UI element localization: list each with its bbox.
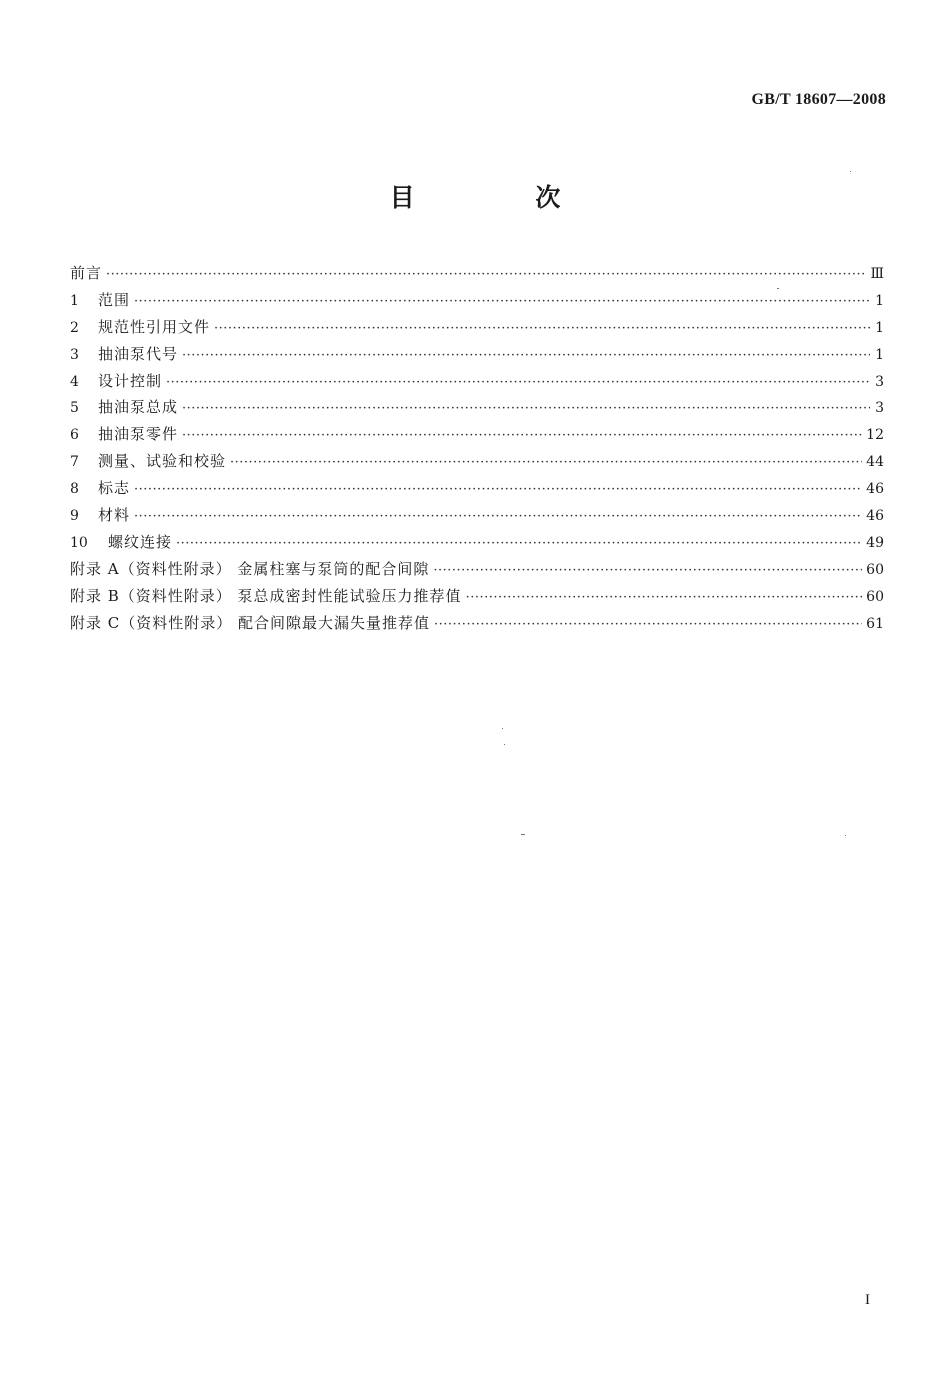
toc-entry-number: 5 [70, 400, 79, 417]
toc-entry-8[interactable] [70, 477, 884, 504]
toc-leader [134, 294, 870, 309]
toc-entry-number: 9 [70, 508, 79, 525]
page-title: 目 次 [389, 183, 617, 212]
toc-entry-7[interactable] [70, 450, 884, 477]
toc-leader [106, 267, 866, 282]
toc-entry-number: 7 [70, 454, 79, 471]
scan-speck [521, 834, 525, 835]
scan-speck [502, 728, 503, 729]
toc-entry-preface[interactable] [70, 262, 884, 289]
toc-entry-9[interactable] [70, 504, 884, 531]
toc-entry-text: 附录 B（资料性附录） 泵总成密封性能试验压力推荐值 [70, 586, 462, 605]
table-of-contents [70, 262, 884, 638]
scan-speck [504, 744, 505, 745]
scan-speck [845, 835, 846, 836]
toc-entry-page: 1 [875, 346, 884, 363]
scan-speck [777, 288, 779, 289]
toc-entry-text: 材料 [98, 506, 131, 525]
toc-entry-text: 抽油泵零件 [98, 425, 179, 444]
toc-entry-text: 前言 [70, 264, 103, 282]
toc-entry-number: 1 [70, 292, 79, 309]
toc-entry-text: 范围 [98, 290, 131, 309]
toc-entry-5[interactable] [70, 396, 884, 423]
toc-entry-page: 60 [866, 588, 884, 605]
toc-leader [182, 401, 870, 416]
toc-entry-page: Ⅲ [870, 266, 884, 282]
toc-entry-page: 46 [866, 508, 884, 525]
toc-entry-number: 10 [70, 534, 88, 551]
toc-leader [134, 482, 862, 497]
toc-entry-page: 3 [875, 400, 884, 417]
toc-entry-page: 61 [866, 615, 884, 632]
toc-leader [182, 428, 862, 443]
page-number: I [865, 1292, 870, 1308]
toc-entry-number: 3 [70, 346, 79, 363]
toc-entry-2[interactable] [70, 316, 884, 343]
toc-entry-number: 4 [70, 373, 79, 390]
toc-entry-number: 8 [70, 481, 79, 498]
toc-entry-number: 6 [70, 427, 79, 444]
toc-entry-page: 1 [875, 319, 884, 336]
toc-entry-annex-b[interactable] [70, 585, 884, 612]
toc-entry-3[interactable] [70, 343, 884, 370]
toc-entry-text: 抽油泵代号 [98, 344, 179, 363]
toc-entry-6[interactable] [70, 423, 884, 450]
toc-entry-10[interactable] [70, 531, 884, 558]
toc-leader [182, 348, 870, 363]
toc-entry-4[interactable] [70, 370, 884, 397]
toc-leader [433, 563, 862, 578]
toc-entry-text: 抽油泵总成 [98, 398, 179, 417]
toc-entry-number: 2 [70, 319, 79, 336]
toc-entry-page: 12 [866, 427, 884, 444]
toc-leader [230, 455, 862, 470]
toc-leader [176, 536, 862, 551]
toc-entry-page: 46 [866, 481, 884, 498]
toc-entry-page: 60 [866, 561, 884, 578]
toc-leader [214, 321, 870, 336]
toc-leader [134, 509, 862, 524]
toc-entry-text: 标志 [98, 479, 131, 498]
toc-entry-page: 44 [866, 454, 884, 471]
toc-entry-page: 3 [875, 373, 884, 390]
toc-entry-text: 测量、试验和校验 [98, 452, 227, 471]
standard-code: GB/T 18607—2008 [751, 91, 886, 108]
toc-leader [434, 617, 862, 632]
toc-entry-text: 设计控制 [98, 371, 163, 390]
toc-entry-text: 附录 C（资料性附录） 配合间隙最大漏失量推荐值 [70, 613, 431, 632]
toc-entry-text: 螺纹连接 [108, 532, 173, 551]
toc-entry-page: 49 [866, 534, 884, 551]
toc-entry-1[interactable] [70, 289, 884, 316]
toc-entry-annex-c[interactable] [70, 612, 884, 639]
toc-leader [166, 375, 870, 390]
toc-entry-text: 规范性引用文件 [98, 317, 211, 336]
toc-leader [466, 590, 863, 605]
toc-entry-annex-a[interactable] [70, 558, 884, 585]
toc-entry-page: 1 [875, 292, 884, 309]
toc-entry-text: 附录 A（资料性附录） 金属柱塞与泵筒的配合间隙 [70, 559, 430, 578]
scan-speck [850, 171, 851, 172]
